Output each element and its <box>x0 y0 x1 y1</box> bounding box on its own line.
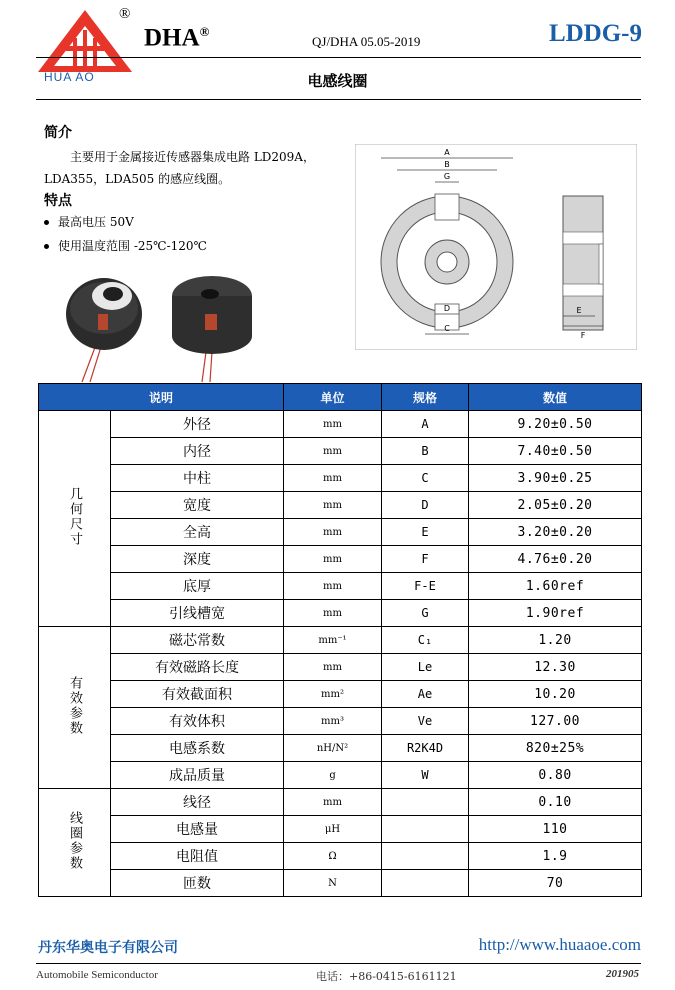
model-number: LDDG-9 <box>548 20 642 47</box>
spec-table <box>38 383 642 897</box>
logo-registered-mark: ® <box>119 6 131 22</box>
cell-name: 线径 <box>111 789 284 816</box>
cell-unit: mm <box>284 573 382 600</box>
table-row <box>39 519 642 546</box>
bullet-icon <box>44 220 49 225</box>
col-header-unit: 单位 <box>284 384 382 411</box>
footer-tagline: Automobile Semiconductor <box>36 969 158 981</box>
table-row <box>39 816 642 843</box>
cell-name: 电阻值 <box>111 843 284 870</box>
col-header-value: 数值 <box>469 384 642 411</box>
cell-val: 127.00 <box>469 708 642 735</box>
cell-val: 2.05±0.20 <box>469 492 642 519</box>
cell-sym: F <box>382 546 469 573</box>
company-name: 丹东华奥电子有限公司 <box>38 940 178 956</box>
cell-name: 全高 <box>111 519 284 546</box>
cell-unit: mm <box>284 546 382 573</box>
cell-unit: mm <box>284 519 382 546</box>
cell-sym: W <box>382 762 469 789</box>
table-row <box>39 411 642 438</box>
cell-unit: mm <box>284 438 382 465</box>
dim-label: E <box>576 306 582 315</box>
footer-phone: 电话：+86-0415-6161121 <box>316 970 457 983</box>
cell-unit: mm <box>284 465 382 492</box>
dimension-drawing <box>355 144 637 350</box>
group-label: 有效参数 <box>67 675 82 736</box>
cell-name: 电感系数 <box>111 735 284 762</box>
cell-sym <box>382 843 469 870</box>
table-row <box>39 681 642 708</box>
cell-sym: G <box>382 600 469 627</box>
table-row <box>39 492 642 519</box>
cell-name: 内径 <box>111 438 284 465</box>
cell-sym: Le <box>382 654 469 681</box>
table-row <box>39 789 642 816</box>
table-row <box>39 843 642 870</box>
cell-val: 820±25% <box>469 735 642 762</box>
cell-unit: mm⁻¹ <box>284 627 382 654</box>
cell-val: 70 <box>469 870 642 897</box>
cell-unit: mm³ <box>284 708 382 735</box>
cell-name: 底厚 <box>111 573 284 600</box>
table-row <box>39 600 642 627</box>
cell-sym: B <box>382 438 469 465</box>
cell-sym: E <box>382 519 469 546</box>
logo-subtitle: HUA AO <box>44 70 95 84</box>
cell-name: 有效截面积 <box>111 681 284 708</box>
table-row <box>39 627 642 654</box>
cell-val: 9.20±0.50 <box>469 411 642 438</box>
cell-val: 3.20±0.20 <box>469 519 642 546</box>
cell-val: 7.40±0.50 <box>469 438 642 465</box>
dim-label: G <box>443 172 451 181</box>
table-row <box>39 573 642 600</box>
features-heading: 特点 <box>44 193 72 209</box>
brand-text: DHA <box>144 24 200 52</box>
feature-text: 使用温度范围 -25℃-120℃ <box>58 239 207 253</box>
cell-sym: C <box>382 465 469 492</box>
col-header-symbol: 规格 <box>382 384 469 411</box>
cell-sym: Ve <box>382 708 469 735</box>
brand-name <box>144 24 209 52</box>
table-row <box>39 438 642 465</box>
cell-val: 1.9 <box>469 843 642 870</box>
group-cell <box>39 411 111 627</box>
feature-item <box>44 237 207 254</box>
dim-label: C <box>444 324 450 333</box>
cell-val: 0.10 <box>469 789 642 816</box>
group-label: 线圈参数 <box>67 810 82 871</box>
cell-val: 3.90±0.25 <box>469 465 642 492</box>
cell-sym: Ae <box>382 681 469 708</box>
table-row <box>39 870 642 897</box>
cell-name: 有效体积 <box>111 708 284 735</box>
cell-sym: F-E <box>382 573 469 600</box>
cell-unit: mm <box>284 600 382 627</box>
col-header-description: 说明 <box>39 384 284 411</box>
cell-name: 引线槽宽 <box>111 600 284 627</box>
spec-table-body <box>39 411 642 897</box>
cell-unit: mm <box>284 492 382 519</box>
standard-number: QJ/DHA 05.05-2019 <box>312 34 421 49</box>
cell-val: 1.20 <box>469 627 642 654</box>
cell-name: 磁芯常数 <box>111 627 284 654</box>
cell-val: 1.90ref <box>469 600 642 627</box>
cell-unit: N <box>284 870 382 897</box>
footer-date: 201905 <box>606 968 639 980</box>
cell-unit: mm <box>284 789 382 816</box>
header-rule <box>36 57 641 58</box>
group-cell <box>39 627 111 789</box>
intro-heading: 简介 <box>44 125 72 141</box>
cell-sym <box>382 789 469 816</box>
cell-val: 1.60ref <box>469 573 642 600</box>
cell-name: 有效磁路长度 <box>111 654 284 681</box>
table-row <box>39 654 642 681</box>
cell-sym <box>382 816 469 843</box>
cell-sym: C₁ <box>382 627 469 654</box>
intro-body: 主要用于金属接近传感器集成电路 LD209A，LDA355，LDA505 的感应线圈。 <box>44 150 315 186</box>
cell-unit: μH <box>284 816 382 843</box>
cell-val: 10.20 <box>469 681 642 708</box>
cell-name: 电感量 <box>111 816 284 843</box>
feature-text: 最高电压 50V <box>58 215 134 229</box>
product-photo <box>60 262 260 384</box>
cell-name: 深度 <box>111 546 284 573</box>
brand-registered-mark: ® <box>199 24 210 39</box>
dim-label: D <box>443 304 451 313</box>
cell-val: 110 <box>469 816 642 843</box>
cell-val: 12.30 <box>469 654 642 681</box>
dim-label: F <box>580 331 586 340</box>
cell-name: 中柱 <box>111 465 284 492</box>
document-title: 电感线圈 <box>307 72 368 90</box>
cell-sym: A <box>382 411 469 438</box>
cell-sym: D <box>382 492 469 519</box>
table-row <box>39 762 642 789</box>
table-row <box>39 708 642 735</box>
title-rule <box>36 99 641 100</box>
cell-unit: g <box>284 762 382 789</box>
feature-item <box>44 213 134 230</box>
footer-rule <box>36 963 641 964</box>
cell-val: 0.80 <box>469 762 642 789</box>
table-header-row <box>39 384 642 411</box>
cell-unit: Ω <box>284 843 382 870</box>
table-row <box>39 735 642 762</box>
cell-name: 成品质量 <box>111 762 284 789</box>
website-link[interactable]: http://www.huaaoe.com <box>478 935 641 954</box>
cell-sym: R2K4D <box>382 735 469 762</box>
cell-name: 匝数 <box>111 870 284 897</box>
table-row <box>39 546 642 573</box>
cell-name: 外径 <box>111 411 284 438</box>
dim-label: A <box>444 148 450 157</box>
cell-unit: mm <box>284 411 382 438</box>
cell-unit: nH/N² <box>284 735 382 762</box>
group-label: 几何尺寸 <box>67 486 82 547</box>
dim-label: B <box>444 160 450 169</box>
bullet-icon <box>44 244 49 249</box>
group-cell <box>39 789 111 897</box>
cell-unit: mm² <box>284 681 382 708</box>
cell-unit: mm <box>284 654 382 681</box>
cell-val: 4.76±0.20 <box>469 546 642 573</box>
cell-sym <box>382 870 469 897</box>
table-row <box>39 465 642 492</box>
cell-name: 宽度 <box>111 492 284 519</box>
